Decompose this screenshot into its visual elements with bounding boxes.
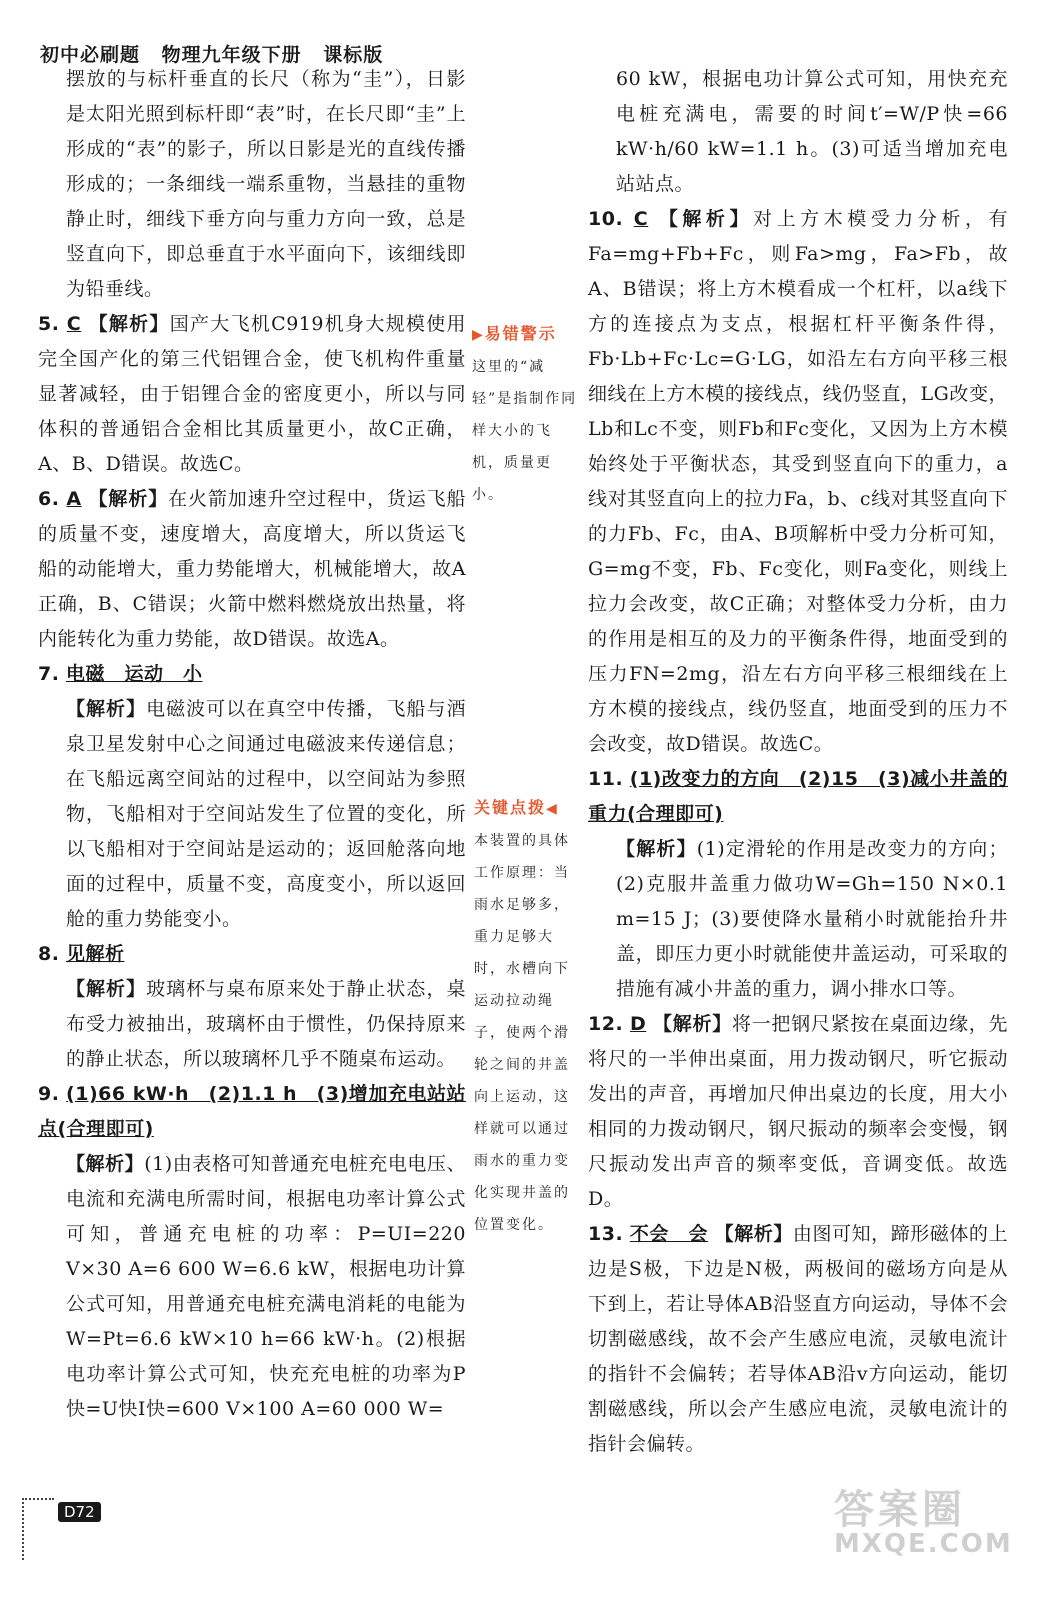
- question-number: 12.: [588, 1013, 624, 1035]
- sidebar-note-title: 关键点拨◀: [474, 798, 559, 817]
- question-number: 6.: [38, 488, 60, 510]
- sidebar-note-title: ▶易错警示: [472, 324, 557, 343]
- page-number: D72: [58, 1502, 101, 1522]
- question-number: 5.: [38, 313, 60, 335]
- analysis-tag: 【解析】: [66, 1153, 145, 1175]
- question-7-analysis: [38, 692, 466, 937]
- analysis-tag: 【解析】: [714, 1223, 793, 1245]
- answer: 不会 会: [629, 1223, 709, 1245]
- question-8-analysis: [38, 972, 466, 1077]
- question-10: [588, 202, 1008, 762]
- sidebar-note-text: 这里的“减轻”是指制作同样大小的飞机，质量更小。: [472, 359, 578, 503]
- sidebar-note-key-point: [474, 792, 584, 1241]
- question-9: [38, 1077, 466, 1147]
- answer: D: [629, 1013, 647, 1035]
- question-number: 10.: [588, 208, 624, 230]
- answer: C: [633, 208, 649, 230]
- sidebar-note-mistake: [472, 318, 582, 511]
- question-9-analysis: [38, 1147, 466, 1427]
- question-number: 13.: [588, 1223, 624, 1245]
- left-column: [38, 62, 466, 1427]
- pointer-triangle-icon: ▶: [472, 327, 485, 343]
- answer: (1)改变力的方向 (2)15 (3)减小井盖的重力(合理即可): [588, 768, 1008, 825]
- analysis-tag: 【解析】: [616, 838, 697, 860]
- question-12: [588, 1007, 1008, 1217]
- question-7: [38, 657, 466, 692]
- site-watermark-logo: [834, 1478, 1014, 1588]
- book-edition: 课标版: [323, 44, 384, 66]
- book-series: 初中必刷题: [40, 44, 141, 66]
- question-5: [38, 307, 466, 482]
- answer: A: [66, 488, 82, 510]
- analysis-tag: 【解析】: [658, 208, 754, 230]
- analysis-text: 将一把钢尺紧按在桌面边缘，先将尺的一半伸出桌面，用力拨动钢尺，听它振动发出的声音，再增加尺伸出桌边的长度，用大小相同的力拨动钢尺，钢尺振动的频率会变慢，钢尺振动发出声音的频率变低，音调变低。故选D。: [588, 1013, 1008, 1210]
- question-6: [38, 482, 466, 657]
- question-number: 7.: [38, 663, 60, 685]
- question-number: 9.: [38, 1083, 60, 1105]
- answer: 电磁 运动 小: [66, 663, 203, 685]
- question-11: [588, 762, 1008, 832]
- right-column: [588, 62, 1008, 1462]
- book-subject: 物理九年级下册: [161, 44, 302, 66]
- question-number: 8.: [38, 943, 60, 965]
- question-11-analysis: [588, 832, 1008, 1007]
- answer: (1)66 kW·h (2)1.1 h (3)增加充电站站点(合理即可): [38, 1083, 466, 1140]
- analysis-text: 国产大飞机C919机身大规模使用完全国产化的第三代铝锂合金，使飞机构件重量显著减轻，由于铝锂合金的密度更小，所以与同体积的普通铝合金相比其质量更小，故C正确，A、B、D错误。故选C。: [38, 313, 466, 475]
- question-13: [588, 1217, 1008, 1462]
- analysis-tag: 【解析】: [88, 488, 169, 510]
- pointer-triangle-icon: ◀: [546, 801, 559, 817]
- sidebar-note-text: 本装置的具体工作原理：当雨水足够多，重力足够大时，水槽向下运动拉动绳子，使两个滑轮之间的井盖向上运动，这样就可以通过雨水的重力变化实现井盖的位置变化。: [474, 833, 570, 1233]
- analysis-tag: 【解析】: [88, 313, 170, 335]
- analysis-tag: 【解析】: [66, 698, 147, 720]
- analysis-text: 由图可知，蹄形磁体的上边是S极，下边是N极，两极间的磁场方向是从下到上，若让导体AB沿竖直方向运动，导体不会切割磁感线，故不会产生感应电流，灵敏电流计的指针不会偏转；若导体AB沿v方向运动，能切割磁感线，所以会产生感应电流，灵敏电流计的指针会偏转。: [588, 1223, 1008, 1455]
- corner-dots-decoration: [22, 1498, 54, 1560]
- answer: 见解析: [66, 943, 125, 965]
- analysis-text: (1)由表格可知普通充电桩充电电压、电流和充满电所需时间，根据电功率计算公式可知，普通充电桩的功率：P=UI=220 V×30 A=6 600 W=6.6 kW，根据电功计算公式可知，用普通充电桩充满电消耗的电能为W=Pt=6.6 kW×10 h=66 kW·h。(2)根据电功率计算公式可知，快充充电桩的功率为P快=U快I快=600 V×100 A=60 000 W=: [66, 1153, 466, 1420]
- analysis-text: 电磁波可以在真空中传播，飞船与酒泉卫星发射中心之间通过电磁波来传递信息；在飞船远离空间站的过程中，以空间站为参照物，飞船相对于空间站发生了位置的变化，所以飞船相对于空间站是运动的；返回舱落向地面的过程中，质量不变，高度变小，所以返回舱的重力势能变小。: [66, 698, 466, 930]
- answer: C: [66, 313, 82, 335]
- q4-continuation: 摆放的与标杆垂直的长尺（称为“圭”），日影是太阳光照到标杆即“表”时，在长尺即“圭”上形成的“表”的影子，所以日影是光的直线传播形成的；一条细线一端系重物，当悬挂的重物静止时，细线下垂方向与重力方向一致，总是竖直向下，即总垂直于水平面向下，该细线即为铅垂线。: [66, 68, 466, 300]
- analysis-tag: 【解析】: [653, 1013, 732, 1035]
- analysis-text: 对上方木模受力分析，有Fa=mg+Fb+Fc，则Fa>mg，Fa>Fb，故A、B错误；将上方木模看成一个杠杆，以a线下方的连接点为支点，根据杠杆平衡条件得，Fb·Lb+Fc·Lc=G·LG，如沿左右方向平移三根细线在上方木模的接线点，线仍竖直，LG改变，Lb和Lc不变，则Fb和Fc变化，又因为上方木模始终处于平衡状态，其受到竖直向下的重力，a线对其竖直向上的拉力Fa，b、c线对其竖直向下的力Fb、Fc，由A、B项解析中受力分析可知，G=mg不变，Fb、Fc变化，则Fa变化，则线上拉力会改变，故C正确；对整体受力分析，由力的作用是相互的及力的平衡条件得，地面受到的压力FN=2mg，沿左右方向平移三根细线在上方木模的接线点，线仍竖直，地面受到的压力不会改变，故D错误。故选C。: [588, 208, 1008, 755]
- watermark-line2: MXQE.COM: [834, 1529, 1013, 1559]
- question-9-continuation: 60 kW，根据电功计算公式可知，用快充充电桩充满电，需要的时间t′=W/P快=66 kW·h/60 kW=1.1 h。(3)可适当增加充电站站点。: [616, 68, 1008, 195]
- watermark-line1: 答案圈: [834, 1487, 966, 1533]
- question-number: 11.: [588, 768, 624, 790]
- analysis-text: (1)定滑轮的作用是改变力的方向；(2)克服井盖重力做功W=Gh=150 N×0.1 m=15 J；(3)要使降水量稍小时就能抬升井盖，即压力更小时就能使井盖运动，可采取的措施有减小井盖的重力，调小排水口等。: [616, 838, 1008, 1000]
- analysis-tag: 【解析】: [66, 978, 147, 1000]
- question-8: [38, 937, 466, 972]
- analysis-text: 在火箭加速升空过程中，货运飞船的质量不变，速度增大，高度增大，所以货运飞船的动能增大，重力势能增大，机械能增大，故A正确，B、C错误；火箭中燃料燃烧放出热量，将内能转化为重力势能，故D错误。故选A。: [38, 488, 466, 650]
- analysis-text: 玻璃杯与桌布原来处于静止状态，桌布受力被抽出，玻璃杯由于惯性，仍保持原来的静止状态，所以玻璃杯几乎不随桌布运动。: [66, 978, 466, 1070]
